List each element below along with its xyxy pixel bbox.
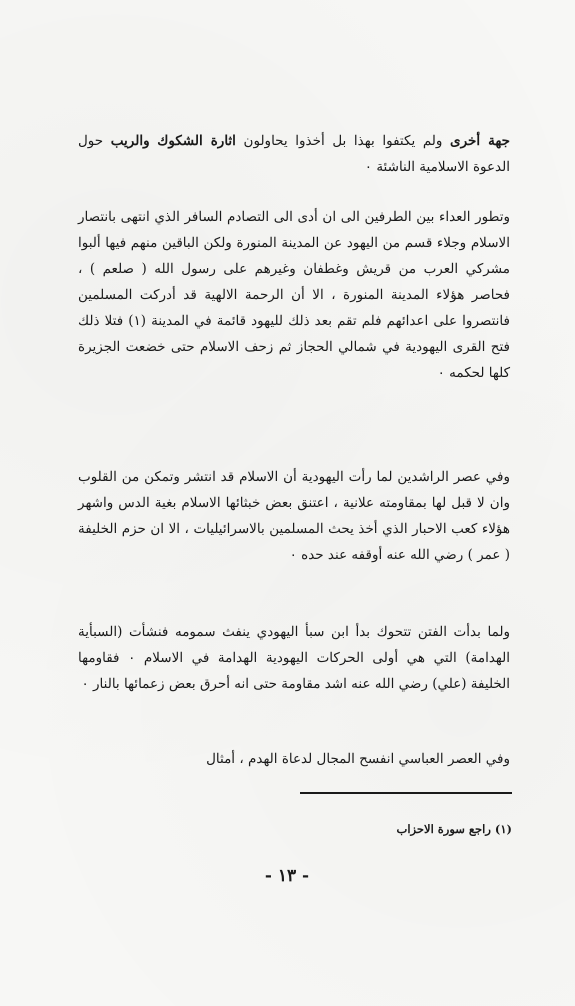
paragraph-2: وتطور العداء بين الطرفين الى ان أدى الى التصادم السافر الذي انتهى بانتصار الاسلام وجلاء قسم من اليهود عن المدينة المنورة ولكن الباقين منهم فيها ألبوا مشركي العرب من قريش وغطفان وغيرهم على رسول الله ( صلعم ) ، فحاصر هؤلاء المدينة المنورة ، الا أن الرحمة الالهية قد أدركت المسلمين فانتصروا على اعدائهم فلم تقم بعد ذلك لليهود قائمة في المدينة (١) فتلا ذلك فتح القرى اليهودية في شمالي الحجاز ثم زحف الاسلام حتى خضعت الجزيرة كلها لحكمه ٠ bbox=[78, 209, 511, 381]
paragraph-3: وفي عصر الراشدين لما رأت اليهودية أن الاسلام قد انتشر وتمكن من القلوب وان لا قبل لها بمقاومته علانية ، اعتنق بعض خبثائها الاسلام بغية الدس واشهر هؤلاء كعب الاحبار الذي أخذ يحث المسلمين بالاسرائيليات ، الا ان حزم الخليفة ( عمر ) رضي الله عنه أوقفه عند حده ٠ bbox=[78, 469, 510, 563]
paragraph-1-text-a: ولم يكتفوا بهذا بل أخذوا يحاولون bbox=[235, 133, 451, 149]
paragraph-5: وفي العصر العباسي انفسح المجال لدعاة الهدم ، أمثال bbox=[206, 751, 510, 767]
paragraph-1-bold-end: والريب bbox=[110, 133, 150, 149]
footnote: (١) راجع سورة الاحزاب bbox=[396, 822, 512, 836]
page-number: - ١٣ - bbox=[264, 866, 310, 886]
paragraph-1-bold-start: جهة أخرى bbox=[450, 133, 510, 149]
footnote-divider bbox=[300, 792, 512, 794]
paragraph-1 bbox=[78, 128, 510, 180]
paragraph-1-text-b: حول الدعوة الاسلامية الناشئة ٠ bbox=[78, 133, 510, 175]
paragraph-4: ولما بدأت الفتن تتحوك بدأ ابن سبأ اليهودي ينفث سمومه فنشأت (السبأية الهدامة) التي هي أولى الحركات اليهودية الهدامة في الاسلام ٠ فقاومها الخليفة (علي) رضي الله عنه اشد مقاومة حتى انه أحرق بعض زعمائها بالنار ٠ bbox=[78, 624, 510, 692]
paragraph-1-bold-middle: اثارة الشكوك bbox=[157, 133, 236, 149]
